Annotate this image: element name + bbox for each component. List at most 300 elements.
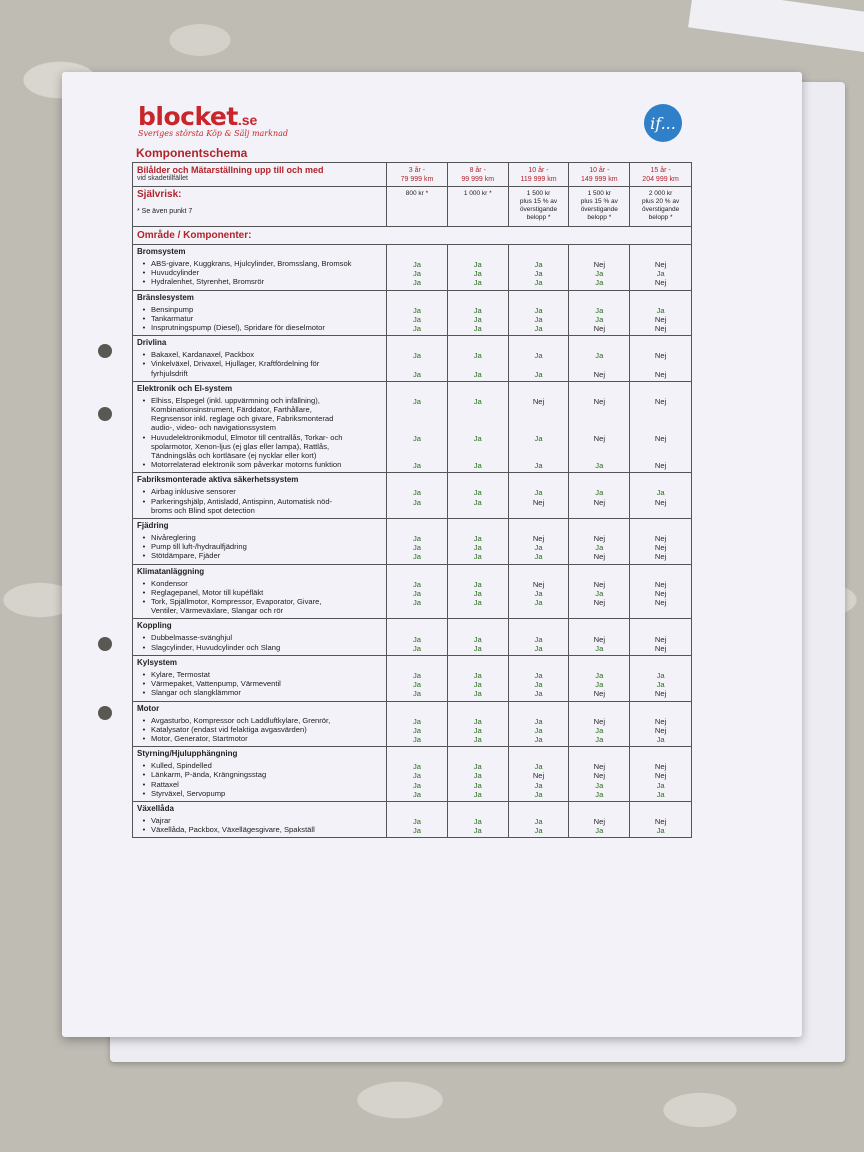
- bullet-icon: •: [142, 825, 146, 835]
- coverage-value: Ja: [473, 689, 482, 699]
- coverage-value: Nej: [654, 543, 667, 553]
- coverage-value: Ja: [534, 598, 543, 608]
- section-row: [133, 747, 691, 802]
- area-label: Område / Komponenter:: [137, 230, 252, 241]
- value-cell: [509, 747, 570, 801]
- coverage-value: Ja: [473, 826, 482, 836]
- coverage-value: Nej: [654, 351, 667, 361]
- list-item: [137, 816, 382, 825]
- value-cell: [509, 473, 570, 518]
- coverage-value: Nej: [593, 771, 606, 781]
- coverage-value: Ja: [595, 680, 604, 690]
- coverage-value: Ja: [412, 725, 421, 735]
- list-item: [137, 277, 382, 286]
- item-text: fyrhjulsdrift: [151, 368, 188, 378]
- coverage-value: Nej: [654, 816, 667, 826]
- value-cell: [630, 702, 691, 747]
- list-item: [137, 789, 382, 798]
- bullet-icon: •: [142, 350, 146, 360]
- coverage-value: Ja: [534, 278, 543, 288]
- brand-tld: .se: [237, 112, 258, 128]
- list-item: [137, 579, 382, 588]
- brand-tagline: Sveriges största Köp & Sälj marknad: [138, 129, 289, 138]
- item-text: Ventiler, Värmeväxlare, Slangar och rör: [151, 606, 284, 616]
- coverage-value: Nej: [593, 689, 606, 699]
- value-cell: [569, 565, 630, 619]
- item-text: Kombinationsinstrument, Färddator, Farthållare,: [151, 405, 312, 415]
- list-item: [137, 268, 382, 277]
- coverage-value: Ja: [473, 497, 482, 507]
- coverage-value: Nej: [654, 643, 667, 653]
- value-cell: [569, 382, 630, 473]
- coverage-value: Ja: [595, 670, 604, 680]
- list-item: [137, 670, 382, 679]
- item-text: Parkeringshjälp, Antisladd, Antispinn, Automatisk nöd-: [151, 496, 333, 506]
- bullet-icon: •: [142, 323, 146, 333]
- coverage-value: Ja: [534, 461, 543, 471]
- coverage-value: Nej: [654, 689, 667, 699]
- list-item: [137, 305, 382, 314]
- value-cell: [569, 291, 630, 336]
- coverage-value: Ja: [412, 689, 421, 699]
- coverage-value: Nej: [654, 278, 667, 288]
- value-cell: [509, 619, 570, 654]
- deductible-row: [133, 187, 691, 227]
- coverage-value: Ja: [656, 680, 665, 690]
- list-item: [137, 688, 382, 697]
- list-item: [137, 359, 382, 368]
- coverage-value: Nej: [654, 324, 667, 334]
- coverage-value: Ja: [534, 670, 543, 680]
- coverage-value: Ja: [473, 634, 482, 644]
- coverage-value: Ja: [473, 351, 482, 361]
- section-row: [133, 656, 691, 702]
- item-text: Rattaxel: [151, 779, 179, 789]
- coverage-value: Ja: [534, 351, 543, 361]
- section-title: Styrning/Hjulupphängning: [137, 749, 238, 759]
- coverage-value: Ja: [412, 771, 421, 781]
- coverage-value: Ja: [473, 716, 482, 726]
- section-row: [133, 291, 691, 337]
- coverage-value: Nej: [654, 552, 667, 562]
- coverage-value: Nej: [654, 461, 667, 471]
- coverage-value: Ja: [656, 780, 665, 790]
- coverage-value: Ja: [534, 369, 543, 379]
- value-cell: [387, 619, 448, 654]
- value-cell: [569, 702, 630, 747]
- brand-name: blocket: [138, 102, 238, 131]
- coverage-value: Nej: [593, 579, 606, 589]
- item-text: Katalysator (endast vid felaktiga avgasvärden): [151, 724, 307, 734]
- coverage-value: Nej: [532, 771, 545, 781]
- coverage-value: Ja: [534, 269, 543, 279]
- coverage-value: Ja: [473, 278, 482, 288]
- coverage-value: Nej: [593, 598, 606, 608]
- item-text: Motor, Generator, Startmotor: [151, 733, 248, 743]
- coverage-value: Ja: [473, 324, 482, 334]
- list-item: [137, 551, 382, 560]
- coverage-value: Ja: [656, 305, 665, 315]
- value-cell: [448, 619, 509, 654]
- coverage-value: Ja: [595, 780, 604, 790]
- item-text: Kondensor: [151, 578, 188, 588]
- list-item: [137, 597, 382, 606]
- value-cell: [387, 382, 448, 473]
- coverage-value: Ja: [473, 461, 482, 471]
- value-cell: [448, 656, 509, 701]
- coverage-value: Ja: [595, 588, 604, 598]
- bullet-icon: [137, 442, 151, 451]
- bullet-icon: •: [142, 304, 146, 314]
- coverage-value: Ja: [473, 588, 482, 598]
- bullet-icon: [137, 423, 151, 432]
- list-item: [137, 451, 382, 460]
- coverage-value: Ja: [412, 488, 421, 498]
- section-row: [133, 382, 691, 474]
- coverage-value: Ja: [473, 314, 482, 324]
- coverage-value: Nej: [654, 433, 667, 443]
- section-title: Bränslesystem: [137, 292, 194, 302]
- list-item: [137, 259, 382, 268]
- item-text: Växellåda, Packbox, Växellägesgivare, Spakställ: [151, 825, 315, 835]
- bullet-icon: [137, 369, 151, 378]
- section-label-cell: [133, 291, 387, 336]
- coverage-value: Nej: [593, 396, 606, 406]
- section-label-cell: [133, 336, 387, 381]
- value-cell: [387, 702, 448, 747]
- item-text: Stötdämpare, Fjäder: [151, 551, 221, 561]
- section-label-cell: [133, 702, 387, 747]
- value-cell: [509, 565, 570, 619]
- section-label-cell: [133, 473, 387, 518]
- coverage-value: Ja: [473, 670, 482, 680]
- value-cell: [569, 619, 630, 654]
- item-text: Nivåreglering: [151, 533, 196, 543]
- coverage-value: Nej: [532, 579, 545, 589]
- list-item: [137, 633, 382, 642]
- coverage-value: Ja: [412, 670, 421, 680]
- coverage-value: Ja: [412, 716, 421, 726]
- coverage-value: Ja: [534, 433, 543, 443]
- bullet-icon: •: [142, 597, 146, 607]
- bullet-icon: •: [142, 277, 146, 287]
- coverage-value: Ja: [656, 789, 665, 799]
- coverage-value: Nej: [654, 579, 667, 589]
- section-row: [133, 245, 691, 291]
- coverage-value: Nej: [654, 725, 667, 735]
- coverage-value: Nej: [654, 762, 667, 772]
- item-text: Slagcylinder, Huvudcylinder och Slang: [151, 642, 281, 652]
- deductible-value: 1 000 kr *: [448, 187, 509, 226]
- punch-hole: [98, 407, 112, 421]
- value-cell: [387, 245, 448, 290]
- item-text: Länkarm, P-ända, Krängningsstag: [151, 770, 267, 780]
- coverage-value: Ja: [473, 680, 482, 690]
- coverage-value: Ja: [595, 488, 604, 498]
- item-text: Tändningslås och kortläsare (ej nycklar eller kort): [151, 451, 317, 461]
- coverage-value: Ja: [412, 269, 421, 279]
- coverage-value: Ja: [534, 324, 543, 334]
- coverage-value: Ja: [412, 497, 421, 507]
- item-text: Slangar och slangklämmor: [151, 688, 241, 698]
- item-text: Bensinpump: [151, 304, 194, 314]
- section-row: [133, 336, 691, 382]
- item-text: ABS-givare, Kuggkrans, Hjulcylinder, Bromsslang, Bromsok: [151, 259, 352, 268]
- coverage-value: Ja: [473, 598, 482, 608]
- coverage-value: Nej: [593, 634, 606, 644]
- value-cell: [448, 245, 509, 290]
- item-text: Tankarmatur: [151, 313, 194, 323]
- coverage-value: Nej: [654, 588, 667, 598]
- coverage-value: Ja: [412, 324, 421, 334]
- bullet-icon: [137, 405, 151, 414]
- value-cell: [387, 747, 448, 801]
- section-row: [133, 473, 691, 519]
- value-cell: [630, 336, 691, 381]
- section-title: Drivlina: [137, 338, 167, 348]
- coverage-value: Ja: [473, 369, 482, 379]
- coverage-value: Ja: [473, 543, 482, 553]
- bullet-icon: •: [142, 533, 146, 543]
- coverage-value: Nej: [593, 433, 606, 443]
- value-cell: [448, 519, 509, 564]
- coverage-value: Nej: [532, 396, 545, 406]
- coverage-value: Nej: [654, 716, 667, 726]
- value-cell: [509, 702, 570, 747]
- coverage-value: Nej: [654, 369, 667, 379]
- coverage-value: Ja: [595, 826, 604, 836]
- value-cell: [387, 565, 448, 619]
- punch-hole: [98, 637, 112, 651]
- value-cell: [630, 619, 691, 654]
- value-cell: [509, 291, 570, 336]
- coverage-value: Ja: [412, 305, 421, 315]
- coverage-value: Ja: [534, 643, 543, 653]
- coverage-value: Ja: [534, 816, 543, 826]
- coverage-value: Nej: [593, 324, 606, 334]
- value-cell: [509, 245, 570, 290]
- punch-hole: [98, 706, 112, 720]
- column-header: 10 år - 149 999 km: [569, 163, 630, 186]
- bullet-icon: [137, 414, 151, 423]
- page-title: Komponentschema: [136, 146, 248, 160]
- coverage-value: Ja: [412, 680, 421, 690]
- value-cell: [509, 519, 570, 564]
- coverage-value: Nej: [532, 534, 545, 544]
- coverage-value: Ja: [473, 725, 482, 735]
- list-item: [137, 314, 382, 323]
- list-item: [137, 725, 382, 734]
- value-cell: [509, 802, 570, 837]
- coverage-value: Ja: [473, 396, 482, 406]
- bullet-icon: •: [142, 642, 146, 652]
- value-cell: [630, 473, 691, 518]
- item-text: Huvudelektronikmodul, Elmotor till centrallås, Torkar- och: [151, 432, 343, 442]
- section-title: Klimatanläggning: [137, 566, 205, 576]
- header-label-cell: [133, 163, 387, 186]
- coverage-value: Ja: [473, 488, 482, 498]
- deductible-value: 2 000 kr plus 20 % av överstigande belopp *: [641, 190, 680, 221]
- coverage-value: Ja: [473, 734, 482, 744]
- coverage-value: Ja: [412, 433, 421, 443]
- deductible-label: Självrisk:: [137, 189, 182, 200]
- value-cell: [569, 519, 630, 564]
- coverage-value: Ja: [534, 780, 543, 790]
- value-cell: [448, 747, 509, 801]
- list-item: [137, 679, 382, 688]
- bullet-icon: •: [142, 715, 146, 725]
- bullet-icon: •: [142, 669, 146, 679]
- list-item: [137, 396, 382, 405]
- coverage-value: Ja: [473, 305, 482, 315]
- coverage-value: Nej: [593, 552, 606, 562]
- coverage-value: Ja: [534, 260, 543, 270]
- bullet-icon: [137, 451, 151, 460]
- punch-hole: [98, 344, 112, 358]
- item-text: Värmepaket, Vattenpump, Värmeventil: [151, 679, 281, 689]
- item-text: Avgasturbo, Kompressor och Laddluftkylare, Grenrör,: [151, 715, 331, 725]
- coverage-value: Ja: [412, 260, 421, 270]
- value-cell: [630, 747, 691, 801]
- value-cell: [630, 245, 691, 290]
- list-item: [137, 643, 382, 652]
- coverage-value: Ja: [595, 305, 604, 315]
- coverage-value: Ja: [473, 552, 482, 562]
- coverage-value: Ja: [473, 762, 482, 772]
- list-item: [137, 323, 382, 332]
- value-cell: [387, 802, 448, 837]
- value-cell: [569, 473, 630, 518]
- coverage-value: Ja: [412, 314, 421, 324]
- coverage-value: Ja: [412, 826, 421, 836]
- value-cell: [569, 245, 630, 290]
- value-cell: [569, 336, 630, 381]
- list-item: [137, 734, 382, 743]
- bullet-icon: •: [142, 460, 146, 470]
- list-item: [137, 350, 382, 359]
- list-item: [137, 442, 382, 451]
- header-sub: vid skadetillfället: [137, 175, 188, 182]
- list-item: [137, 506, 382, 515]
- bullet-icon: •: [142, 688, 146, 698]
- list-item: [137, 414, 382, 423]
- value-cell: [630, 565, 691, 619]
- section-title: Fabriksmonterade aktiva säkerhetssystem: [137, 475, 299, 485]
- item-text: Huvudcylinder: [151, 268, 200, 278]
- list-item: [137, 405, 382, 414]
- coverage-value: Ja: [534, 826, 543, 836]
- value-cell: [509, 656, 570, 701]
- bullet-icon: •: [142, 551, 146, 561]
- deductible-label-cell: [133, 187, 387, 226]
- coverage-value: Ja: [473, 816, 482, 826]
- list-item: [137, 606, 382, 615]
- bullet-icon: •: [142, 733, 146, 743]
- bullet-icon: •: [142, 395, 146, 405]
- coverage-value: Ja: [534, 716, 543, 726]
- bullet-icon: •: [142, 578, 146, 588]
- coverage-value: Ja: [534, 588, 543, 598]
- item-text: Dubbelmasse-svänghjul: [151, 633, 233, 643]
- coverage-value: Ja: [412, 762, 421, 772]
- component-table: [132, 162, 692, 838]
- value-cell: [387, 473, 448, 518]
- coverage-value: Ja: [595, 351, 604, 361]
- bullet-icon: •: [142, 724, 146, 734]
- value-cell: [387, 656, 448, 701]
- item-text: Airbag inklusive sensorer: [151, 487, 236, 497]
- coverage-value: Nej: [532, 497, 545, 507]
- header-main: Bilålder och Mätarställning upp till och med: [137, 165, 324, 175]
- list-item: [137, 433, 382, 442]
- value-cell: [448, 473, 509, 518]
- section-title: Bromsystem: [137, 247, 186, 256]
- coverage-value: Nej: [654, 598, 667, 608]
- coverage-value: Nej: [593, 497, 606, 507]
- coverage-value: Ja: [412, 816, 421, 826]
- coverage-value: Ja: [534, 314, 543, 324]
- coverage-value: Nej: [654, 771, 667, 781]
- header-row: [133, 163, 691, 187]
- bullet-icon: •: [142, 487, 146, 497]
- value-cell: [509, 382, 570, 473]
- value-cell: [448, 291, 509, 336]
- coverage-value: Nej: [654, 634, 667, 644]
- value-cell: [630, 656, 691, 701]
- bullet-icon: •: [142, 259, 146, 268]
- coverage-value: Ja: [595, 461, 604, 471]
- section-title: Elektronik och El-system: [137, 383, 233, 393]
- coverage-value: Ja: [473, 260, 482, 270]
- bullet-icon: •: [142, 587, 146, 597]
- value-cell: [448, 702, 509, 747]
- blocket-logo: [138, 102, 288, 138]
- deductible-value: 800 kr *: [387, 187, 448, 226]
- bullet-icon: •: [142, 432, 146, 442]
- bullet-icon: •: [142, 779, 146, 789]
- coverage-value: Ja: [534, 552, 543, 562]
- list-item: [137, 497, 382, 506]
- list-item: [137, 533, 382, 542]
- coverage-value: Nej: [593, 816, 606, 826]
- column-header: 15 år - 204 999 km: [642, 167, 679, 183]
- value-cell: [509, 336, 570, 381]
- coverage-value: Nej: [654, 260, 667, 270]
- coverage-value: Ja: [534, 634, 543, 644]
- coverage-value: Ja: [473, 789, 482, 799]
- list-item: [137, 825, 382, 834]
- coverage-value: Ja: [595, 725, 604, 735]
- coverage-value: Ja: [534, 543, 543, 553]
- coverage-value: Ja: [656, 269, 665, 279]
- coverage-value: Ja: [473, 643, 482, 653]
- coverage-value: Ja: [412, 278, 421, 288]
- deductible-value: 1 500 kr plus 15 % av överstigande belopp *: [569, 187, 630, 226]
- if-logo: if...: [644, 104, 682, 142]
- coverage-value: Ja: [595, 643, 604, 653]
- list-item: [137, 761, 382, 770]
- coverage-value: Ja: [656, 488, 665, 498]
- bullet-icon: •: [142, 542, 146, 552]
- bullet-icon: •: [142, 788, 146, 798]
- coverage-value: Nej: [593, 369, 606, 379]
- list-item: [137, 588, 382, 597]
- list-item: [137, 487, 382, 496]
- section-label-cell: [133, 619, 387, 654]
- item-text: audio-, video- och navigationssystem: [151, 423, 276, 433]
- coverage-value: Ja: [656, 734, 665, 744]
- coverage-value: Ja: [534, 305, 543, 315]
